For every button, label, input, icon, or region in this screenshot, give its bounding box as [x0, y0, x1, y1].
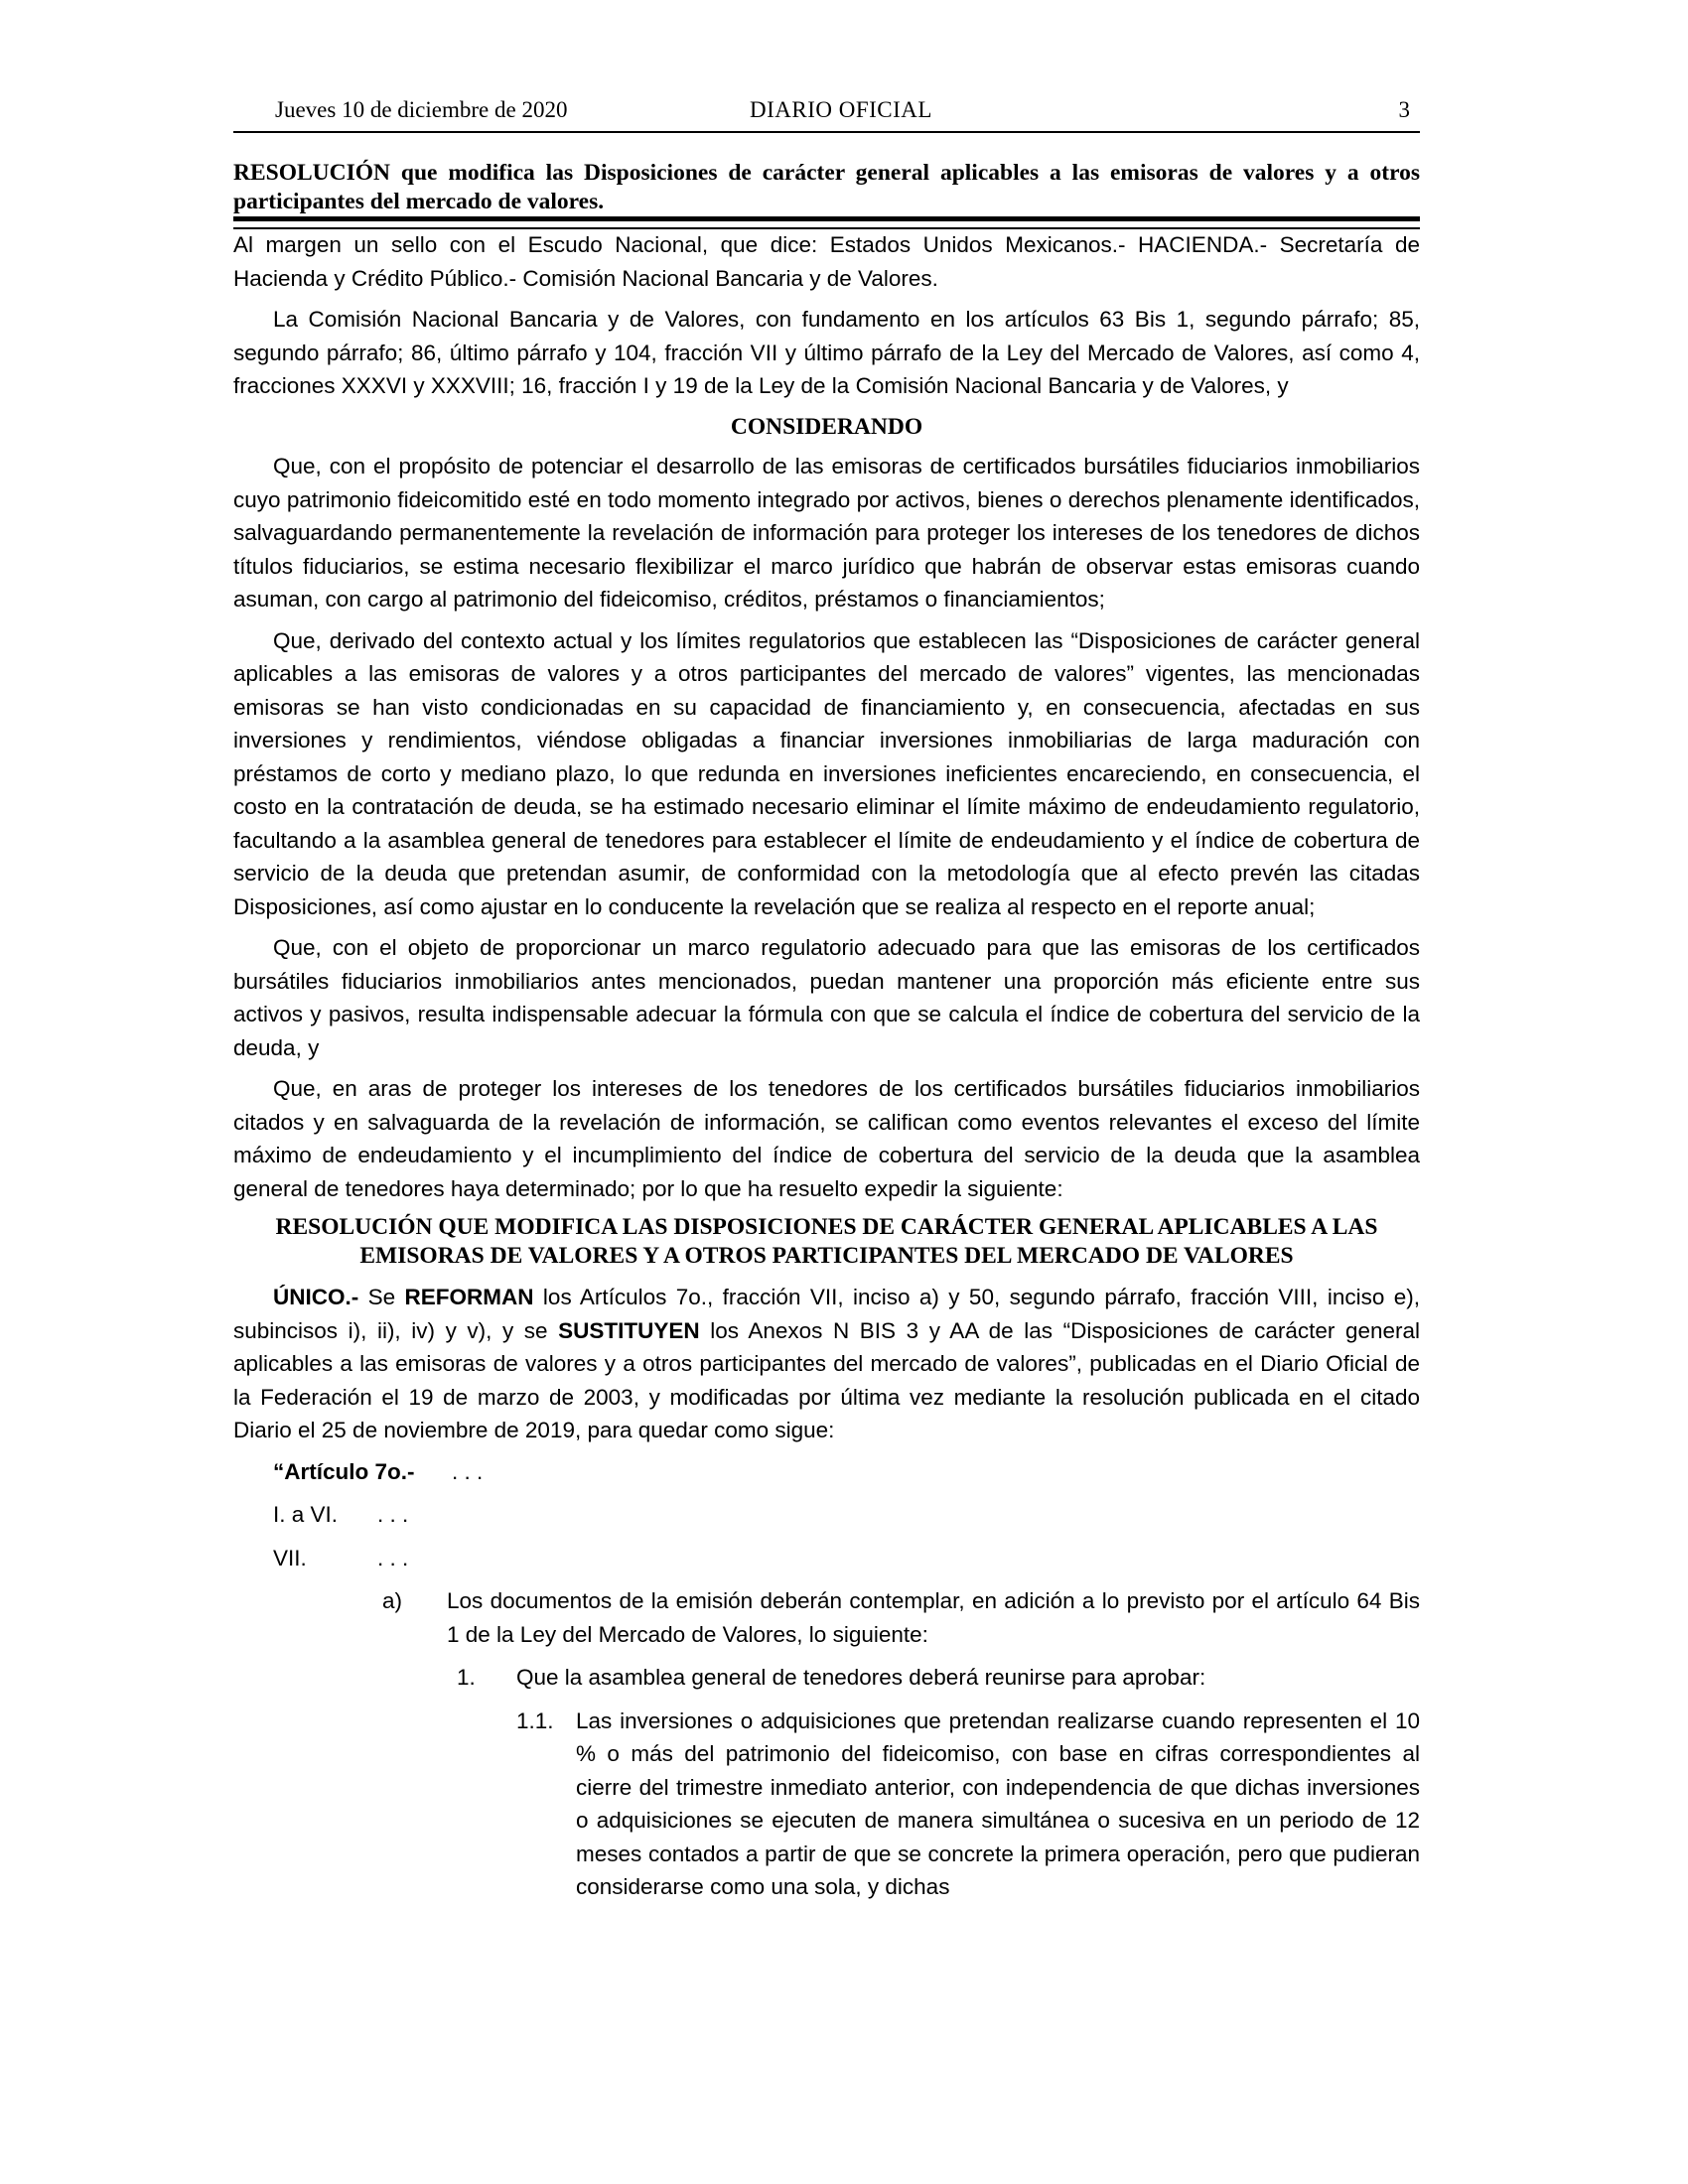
document-body — [233, 228, 1420, 1914]
numeral-1-1 — [233, 1705, 1420, 1904]
inciso-a — [233, 1584, 1420, 1651]
considerando-paragraph-1: Que, con el propósito de potenciar el desarrollo de las emisoras de certificados bursátiles fiduciarios inmobiliarios cuyo patrimonio fideicomitido esté en todo momento integrado por activos, bienes o derechos plenamente identificados, salvaguardando permanentemente la revelación de información para proteger los intereses de los tenedores de dichos títulos fiduciarios, se estima necesario flexibilizar el marco jurídico que habrán de observar estas emisoras cuando asuman, con cargo al patrimonio del fideicomiso, créditos, préstamos o financiamientos; — [233, 454, 1420, 612]
numeral-1-1-text: Las inversiones o adquisiciones que pretendan realizarse cuando representen el 10 % o más del patrimonio del fideicomiso, con base en cifras correspondientes al cierre del trimestre inmediato anterior, con independencia de que dichas inversiones o adquisiciones se ejecuten de manera simultánea o sucesiva en un periodo de 12 meses contados a partir de que se concrete la primera operación, pero que pudieran considerarse como una sola, y dichas — [576, 1707, 1420, 1899]
unico-text-2: los Artículos 7o., fracción VII, inciso a) y 50, segundo párrafo, fracción VIII, inciso e), subincisos i), ii), iv) y v), y se — [233, 1285, 1420, 1343]
unico-sustituyen: SUSTITUYEN — [558, 1317, 700, 1343]
considerando-paragraph-3: Que, con el objeto de proporcionar un marco regulatorio adecuado para que las emisoras de los certificados bursátiles fiduciarios inmobiliarios antes mencionados, puedan mantener una proporción más eficiente entre sus activos y pasivos, resulta indispensable adecuar la fórmula con que se calcula el índice de cobertura del servicio de la deuda, y — [233, 935, 1420, 1060]
numeral-1-1-label: 1.1. — [516, 1707, 554, 1733]
fraction-i-vi-label: I. a VI. — [273, 1502, 339, 1527]
numeral-1-text: Que la asamblea general de tenedores deberá reunirse para aprobar: — [516, 1665, 1206, 1690]
article-7-line — [233, 1455, 1420, 1489]
fraction-vii-line — [233, 1542, 1420, 1575]
article-7-ellipsis: . . . — [452, 1458, 484, 1484]
inciso-a-text: Los documentos de la emisión deberán contemplar, en adición a lo previsto por el artículo 64 Bis 1 de la Ley del Mercado de Valores, lo siguiente: — [447, 1588, 1420, 1647]
fraction-i-vi-line — [233, 1498, 1420, 1532]
unico-text-3: los Anexos N BIS 3 y AA de las “Disposiciones de carácter general aplicables a las emisoras de valores y a otros participantes del mercado de valores”, publicadas en el Diario Oficial de la Federación el 19 de marzo de 2003, y modificadas por última vez mediante la resolución publicada en el citado Diario el 25 de noviembre de 2019, para quedar como sigue: — [233, 1317, 1420, 1442]
resolution-title: RESOLUCIÓN que modifica las Disposiciones de carácter general aplicables a las emisoras de valores y a otros participantes del mercado de valores. — [233, 160, 1420, 214]
inciso-a-label: a) — [382, 1588, 403, 1613]
unico-text-1: Se — [358, 1285, 405, 1309]
considerando-heading: CONSIDERANDO — [730, 413, 923, 440]
considerando-paragraph-4: Que, en aras de proteger los intereses de los tenedores de los certificados bursátiles fiduciarios inmobiliarios citados y en salvaguarda de la revelación de información, se califican como eventos relevantes el exceso del límite máximo de endeudamiento y el incumplimiento del índice de cobertura del servicio de la deuda que la asamblea general de tenedores haya determinado; por lo que ha resuelto expedir la siguiente: — [233, 1076, 1420, 1201]
unico-reforman: REFORMAN — [404, 1285, 534, 1309]
header-page-number: 3 — [1398, 97, 1410, 122]
seal-paragraph: Al margen un sello con el Escudo Nacional, que dice: Estados Unidos Mexicanos.- HACIENDA.- Secretaría de Hacienda y Crédito Público.- Comisión Nacional Bancaria y de Valores. — [233, 232, 1420, 291]
numeral-1-label: 1. — [457, 1665, 476, 1690]
numeral-1 — [233, 1661, 1420, 1695]
header-journal-name: DIARIO OFICIAL — [750, 97, 932, 122]
fraction-vii-label: VII. — [273, 1545, 307, 1570]
article-7-label: “Artículo 7o.- — [273, 1458, 415, 1484]
resolution-heading: RESOLUCIÓN QUE MODIFICA LAS DISPOSICIONES DE CARÁCTER GENERAL APLICABLES A LAS EMISORAS DE VALORES Y A OTROS PARTICIPANTES DEL MERCADO DE VALORES — [275, 1214, 1378, 1269]
unico-label: ÚNICO.- — [273, 1285, 359, 1309]
fundamento-paragraph: La Comisión Nacional Bancaria y de Valores, con fundamento en los artículos 63 Bis 1, segundo párrafo; 85, segundo párrafo; 86, último párrafo y 104, fracción VII y último párrafo de la Ley del Mercado de Valores, así como 4, fracciones XXXVI y XXXVIII; 16, fracción I y 19 de la Ley de la Comisión Nacional Bancaria y de Valores, y — [233, 307, 1420, 398]
header-date: Jueves 10 de diciembre de 2020 — [275, 97, 568, 122]
considerando-paragraph-2: Que, derivado del contexto actual y los límites regulatorios que establecen las “Disposiciones de carácter general aplicables a las emisoras de valores y a otros participantes del mercado de valores” vigentes, las mencionadas emisoras se han visto condicionadas en su capacidad de financiamiento y, en consecuencia, afectadas en sus inversiones y rendimientos, viéndose obligadas a financiar inversiones inmobiliarias de larga maduración con préstamos de corto y mediano plazo, lo que redunda en inversiones ineficientes encareciendo, en consecuencia, el costo en la contratación de deuda, se ha estimado necesario eliminar el límite máximo de endeudamiento regulatorio, facultando a la asamblea general de tenedores para establecer el límite de endeudamiento y el índice de cobertura de servicio de la deuda que pretendan asumir, de conformidad con la metodología que al efecto prevén las citadas Disposiciones, así como ajustar en lo conducente la revelación que se realiza al respecto en el reporte anual; — [233, 627, 1420, 919]
fraction-i-vi-ellipsis: . . . — [377, 1502, 409, 1527]
fraction-vii-ellipsis: . . . — [377, 1545, 409, 1570]
header-rule — [233, 131, 1420, 133]
page-header — [233, 97, 1420, 131]
unico-paragraph — [233, 1281, 1420, 1447]
